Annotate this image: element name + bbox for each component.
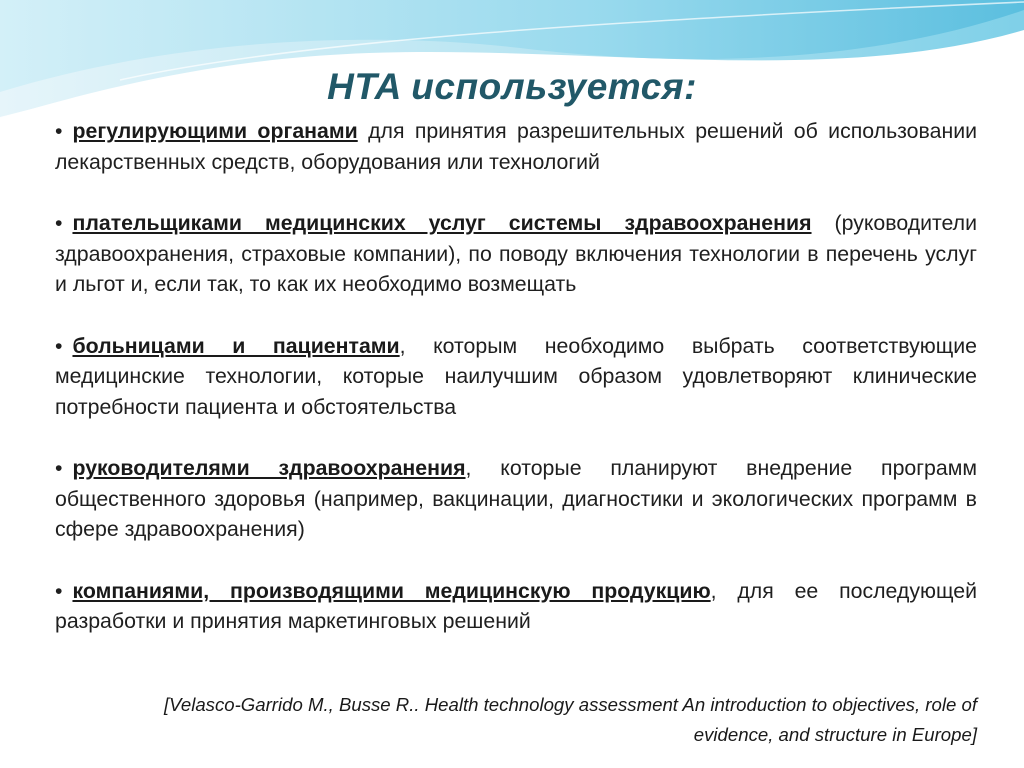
item-text: (руководители здравоохранения, страховые компании), по поводу включения технологии в перечень услуг и льгот и, если так, то как их необходимо возмещать bbox=[55, 211, 977, 296]
item-key-term: регулирующими органами bbox=[72, 119, 358, 143]
item-text: , которые планируют внедрение программ общественного здоровья (например, вакцинации, диагностики и экологических программ в сфере здравоохранения) bbox=[55, 456, 978, 541]
item-key-term: руководителями здравоохранения bbox=[72, 456, 466, 480]
citation-line: evidence, and structure in Europe] bbox=[693, 724, 977, 745]
item-text: , которым необходимо выбрать соответствующие медицинские технологии, которые наилучшим образом удовлетворяют клинические потребности пациента и обстоятельства bbox=[55, 333, 977, 419]
bullet-icon: • bbox=[55, 119, 63, 143]
list-item bbox=[55, 116, 977, 177]
item-text: для принятия разрешительных решений об использовании лекарственных средств, оборудования или технологий bbox=[55, 119, 978, 174]
list-item bbox=[55, 331, 977, 423]
list-item bbox=[55, 208, 977, 300]
item-key-term: больницами и пациентами bbox=[72, 333, 400, 358]
citation bbox=[77, 690, 977, 750]
bullet-icon: • bbox=[55, 456, 63, 480]
slide-title: HTA используется: bbox=[327, 66, 697, 107]
citation-line: [Velasco-Garrido M., Busse R.. Health technology assessment An introduction to objectives, role of bbox=[163, 694, 977, 715]
item-key-term: компаниями, производящими медицинскую продукцию bbox=[72, 578, 711, 603]
list-item bbox=[55, 453, 977, 545]
bullet-icon: • bbox=[55, 333, 63, 358]
item-key-term: плательщиками медицинских услуг системы здравоохранения bbox=[72, 211, 812, 235]
item-text: , для ее последующей разработки и принятия маркетинговых решений bbox=[55, 578, 977, 633]
bullet-icon: • bbox=[55, 211, 63, 235]
bullet-list bbox=[55, 116, 977, 668]
bullet-icon: • bbox=[55, 578, 63, 603]
list-item bbox=[55, 576, 977, 637]
